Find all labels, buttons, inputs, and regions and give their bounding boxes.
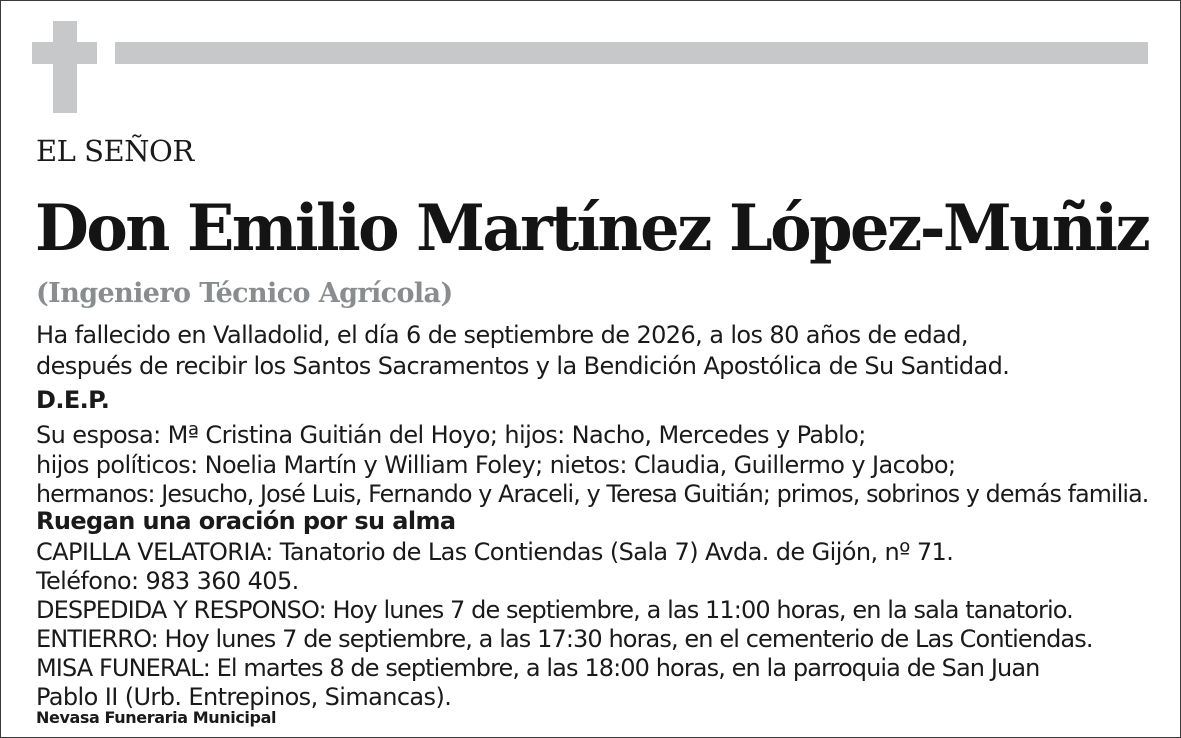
family-line-2: hijos políticos: Noelia Martín y William Foley; nietos: Claudia, Guillermo y Jacobo; bbox=[36, 451, 956, 479]
deceased-name: Don Emilio Martínez López-Muñiz bbox=[35, 191, 1149, 266]
farewell-info: DESPEDIDA Y RESPONSO: Hoy lunes 7 de septiembre, a las 11:00 horas, en la sala tanatorio. bbox=[36, 596, 1073, 624]
profession: (Ingeniero Técnico Agrícola) bbox=[36, 278, 453, 309]
family-line-1: Su esposa: Mª Cristina Guitián del Hoyo; hijos: Nacho, Mercedes y Pablo; bbox=[36, 421, 866, 449]
phone-info: Teléfono: 983 360 405. bbox=[36, 567, 299, 595]
chapel-info: CAPILLA VELATORIA: Tanatorio de Las Contiendas (Sala 7) Avda. de Gijón, nº 71. bbox=[36, 538, 954, 566]
honorific: EL SEÑOR bbox=[36, 134, 194, 168]
death-line-1: Ha fallecido en Valladolid, el día 6 de septiembre de 2026, a los 80 años de edad, bbox=[36, 321, 968, 349]
mass-line-1: MISA FUNERAL: El martes 8 de septiembre, a las 18:00 horas, en la parroquia de San Juan bbox=[36, 654, 1040, 682]
prayer-request: Ruegan una oración por su alma bbox=[36, 507, 456, 535]
death-line-2: después de recibir los Santos Sacramentos y la Bendición Apostólica de Su Santidad. bbox=[36, 352, 1010, 380]
cross-horizontal-beam bbox=[32, 42, 97, 64]
burial-info: ENTIERRO: Hoy lunes 7 de septiembre, a las 17:30 horas, en el cementerio de Las Contiendas. bbox=[36, 625, 1093, 653]
cross-vertical-beam bbox=[53, 21, 77, 113]
family-line-3: hermanos: Jesucho, José Luis, Fernando y Araceli, y Teresa Guitián; primos, sobrinos y demás familia. bbox=[36, 480, 1149, 508]
mass-line-2: Pablo II (Urb. Entrepinos, Simancas). bbox=[36, 683, 452, 711]
rip: D.E.P. bbox=[36, 386, 110, 414]
funeral-home-credit: Nevasa Funeraria Municipal bbox=[36, 708, 277, 727]
header-bar bbox=[115, 42, 1148, 64]
